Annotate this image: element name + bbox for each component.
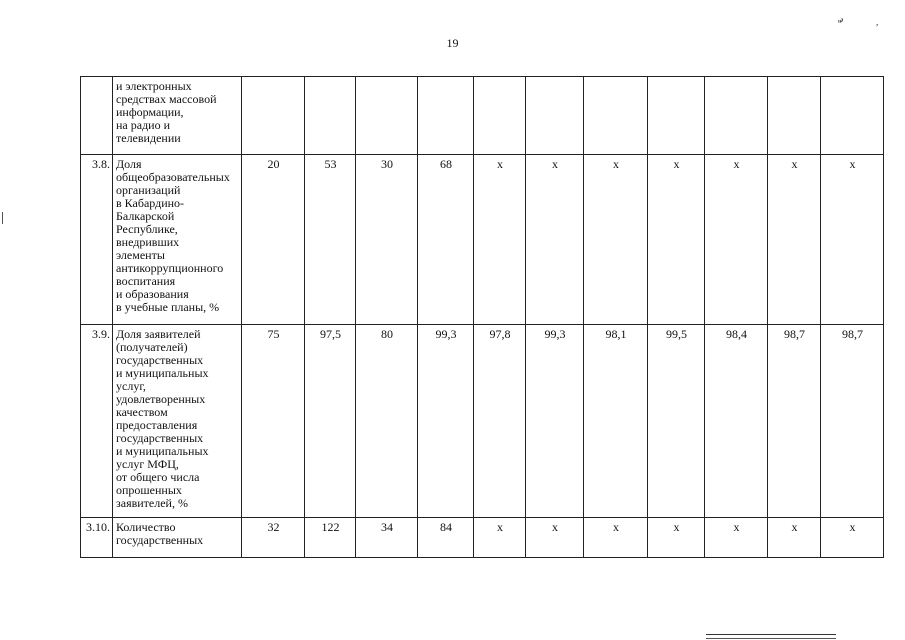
value-cell: x <box>648 518 705 558</box>
value-cell: 99,5 <box>648 325 705 518</box>
value-cell <box>526 77 584 155</box>
value-cell <box>356 77 418 155</box>
value-cell: 84 <box>418 518 474 558</box>
value-cell: 97,8 <box>474 325 526 518</box>
value-cell: x <box>474 155 526 325</box>
row-number-cell: 3.8. <box>81 155 113 325</box>
value-cell: 20 <box>242 155 305 325</box>
value-cell: x <box>705 518 768 558</box>
value-cell: 68 <box>418 155 474 325</box>
value-cell: 98,4 <box>705 325 768 518</box>
value-cell: x <box>705 155 768 325</box>
value-cell: 32 <box>242 518 305 558</box>
value-cell: 53 <box>305 155 356 325</box>
value-cell: x <box>584 155 648 325</box>
value-cell: x <box>768 518 821 558</box>
value-cell <box>648 77 705 155</box>
indicator-table <box>80 76 884 558</box>
value-cell: 97,5 <box>305 325 356 518</box>
value-cell: 122 <box>305 518 356 558</box>
value-cell <box>474 77 526 155</box>
indicator-name-cell: Доля общеобразовательных организаций в Кабардино- Балкарской Республике, внедривших элементы антикоррупционного воспитания и образования в учебные планы, % <box>113 155 242 325</box>
value-cell: x <box>821 518 884 558</box>
table-row <box>81 77 884 155</box>
scan-artifact-mark: ᵘ⁾ <box>838 17 844 27</box>
value-cell: 98,7 <box>768 325 821 518</box>
value-cell <box>768 77 821 155</box>
scan-bottom-mark <box>706 634 836 639</box>
row-number-cell: 3.9. <box>81 325 113 518</box>
table-row <box>81 325 884 518</box>
table-row <box>81 155 884 325</box>
value-cell: 98,7 <box>821 325 884 518</box>
table-row <box>81 518 884 558</box>
value-cell: x <box>526 518 584 558</box>
value-cell <box>821 77 884 155</box>
value-cell <box>242 77 305 155</box>
value-cell: 34 <box>356 518 418 558</box>
value-cell <box>705 77 768 155</box>
value-cell: 30 <box>356 155 418 325</box>
value-cell <box>584 77 648 155</box>
indicator-name-cell: Количество государственных <box>113 518 242 558</box>
value-cell: x <box>821 155 884 325</box>
value-cell: 75 <box>242 325 305 518</box>
value-cell: x <box>584 518 648 558</box>
value-cell: x <box>526 155 584 325</box>
table-body <box>81 77 884 558</box>
value-cell: 80 <box>356 325 418 518</box>
value-cell: 99,3 <box>418 325 474 518</box>
indicator-name-cell: Доля заявителей (получателей) государственных и муниципальных услуг, удовлетворенных качеством предоставления государственных и муниципальных услуг МФЦ, от общего числа опрошенных заявителей, % <box>113 325 242 518</box>
value-cell <box>305 77 356 155</box>
value-cell: x <box>474 518 526 558</box>
scan-edge-mark <box>2 212 3 224</box>
value-cell <box>418 77 474 155</box>
value-cell: x <box>648 155 705 325</box>
row-number-cell <box>81 77 113 155</box>
value-cell: 99,3 <box>526 325 584 518</box>
indicator-name-cell: и электронных средствах массовой информации, на радио и телевидении <box>113 77 242 155</box>
scan-artifact-dot: , <box>876 17 879 27</box>
page-number: 19 <box>446 36 459 50</box>
row-number-cell: 3.10. <box>81 518 113 558</box>
value-cell: 98,1 <box>584 325 648 518</box>
value-cell: x <box>768 155 821 325</box>
